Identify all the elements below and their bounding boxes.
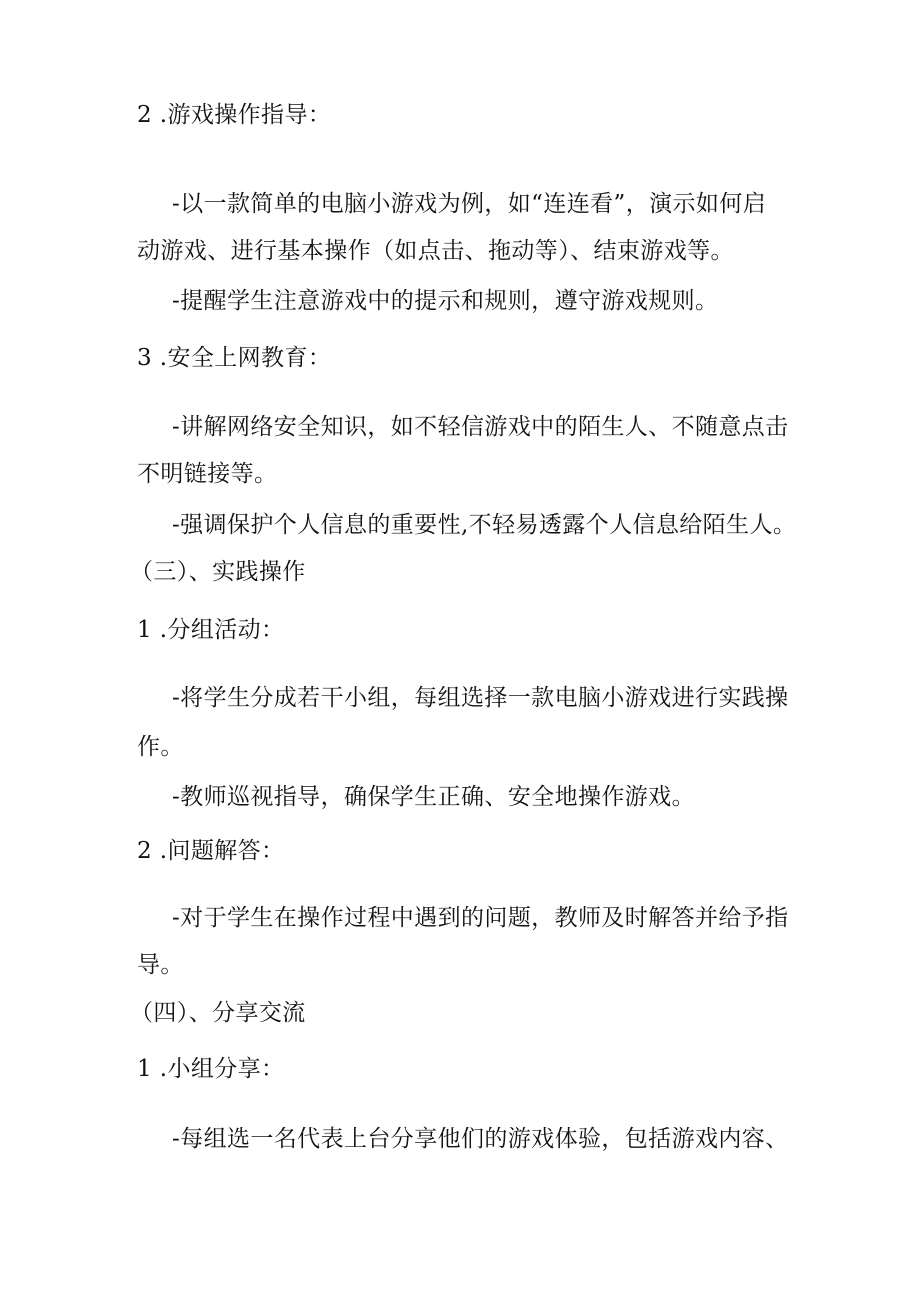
bullet-group-practice: -将学生分成若干小组，每组选择一款电脑小游戏进行实践操 bbox=[172, 685, 789, 711]
bullet-demo-game-continued: 动游戏、进行基本操作（如点击、拖动等）、结束游戏等。 bbox=[137, 238, 734, 264]
heading-game-operation-guide: 2 .游戏操作指导： bbox=[137, 102, 332, 128]
bullet-teacher-guidance: -教师巡视指导，确保学生正确、安全地操作游戏。 bbox=[172, 784, 695, 810]
section-sharing: （四）、分享交流 bbox=[130, 1000, 306, 1026]
bullet-answer-questions: -对于学生在操作过程中遇到的问题，教师及时解答并给予指 bbox=[172, 905, 789, 931]
heading-group-sharing: 1 .小组分享： bbox=[137, 1056, 285, 1082]
bullet-network-safety: -讲解网络安全知识，如不轻信游戏中的陌生人、不随意点击 bbox=[172, 414, 789, 440]
heading-question-answer: 2 .问题解答： bbox=[137, 838, 285, 864]
bullet-demo-game: -以一款简单的电脑小游戏为例，如“连连看”，演示如何启 bbox=[172, 191, 767, 217]
bullet-network-safety-continued: 不明链接等。 bbox=[137, 461, 278, 487]
heading-group-activity: 1 .分组活动： bbox=[137, 617, 285, 643]
bullet-representative-sharing: -每组选一名代表上台分享他们的游戏体验，包括游戏内容、 bbox=[172, 1126, 789, 1152]
bullet-remind-rules: -提醒学生注意游戏中的提示和规则，遵守游戏规则。 bbox=[172, 288, 719, 314]
bullet-answer-questions-continued: 导。 bbox=[137, 952, 184, 978]
bullet-group-practice-continued: 作。 bbox=[137, 734, 184, 760]
section-practice: （三）、实践操作 bbox=[130, 559, 306, 585]
heading-safe-internet: 3 .安全上网教育： bbox=[137, 345, 332, 371]
bullet-privacy: -强调保护个人信息的重要性,不轻易透露个人信息给陌生人。 bbox=[172, 512, 797, 538]
